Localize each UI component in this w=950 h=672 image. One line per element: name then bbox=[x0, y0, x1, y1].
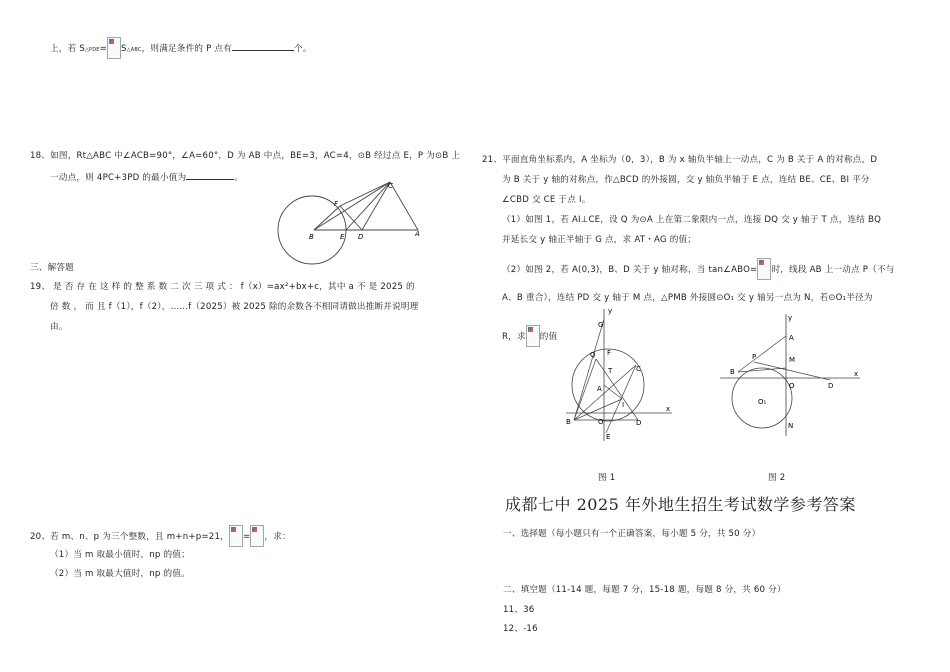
answer-key-title: 成都七中 2025 年外地生招生考试数学参考答案 bbox=[505, 495, 856, 514]
q17-subscript-pde: △PDE bbox=[84, 47, 100, 53]
fraction-image-icon bbox=[229, 525, 243, 547]
q19-line1: 19、 是 否 存 在 这 样 的 整 系 数 二 次 三 项 式 ： f（x）=ax²+bx+c，其中 a 不 是 2025 的 bbox=[30, 282, 415, 292]
q21-part2-line1 bbox=[502, 258, 895, 280]
fig1-label-t: T bbox=[608, 367, 613, 375]
fig18-label-e: E bbox=[340, 233, 345, 241]
q20-line1 bbox=[30, 525, 291, 547]
fig1-label-e: E bbox=[606, 433, 611, 441]
answer-section-2: 二、填空题（11-14 题，每题 7 分，15-18 题，每题 8 分，共 60 分） bbox=[503, 585, 786, 595]
fraction-image-icon bbox=[526, 325, 540, 347]
q21-part1-line1: （1）如图 1，若 AI⊥CE，设 Q 为⊙A 上在第二象限内一点，连接 DQ 交 y 轴于 T 点，连结 BQ bbox=[502, 215, 882, 225]
fig2-label-d: D bbox=[828, 382, 834, 390]
fig1-label-a: A bbox=[597, 385, 602, 393]
fig2-label-p: P bbox=[752, 353, 757, 361]
fig1-label-d: D bbox=[636, 419, 642, 427]
fig1-label-c: C bbox=[636, 365, 641, 373]
q20-end: ，求： bbox=[264, 532, 291, 542]
q21-line1: 21、平面直角坐标系内，A 坐标为（0，3），B 为 x 轴负半轴上一动点，C 为 B 关于 A 的对称点，D bbox=[482, 155, 878, 165]
answer-12: 12、-16 bbox=[503, 624, 538, 634]
fig18-label-b: B bbox=[309, 233, 314, 241]
fraction-image-icon bbox=[107, 37, 121, 59]
fig2-label-m: M bbox=[789, 356, 796, 364]
q21-line2: 为 B 关于 y 轴的对称点，作△BCD 的外接圆，交 y 轴负半轴于 E 点，连结 BE、CE、BI 平分 bbox=[502, 175, 870, 185]
fig2-label-o1: O₁ bbox=[758, 398, 767, 406]
q20-text: 20、若 m、n、p 为三个整数，且 m+n+p=21， bbox=[30, 532, 229, 542]
q17-text-c: ，则满足条件的 P 点有 bbox=[141, 44, 232, 54]
fig18-label-a: A bbox=[415, 230, 420, 238]
q21-p2-l3-post: 的值 bbox=[539, 332, 558, 342]
q17-line bbox=[50, 37, 312, 59]
fig1-label-i: I bbox=[622, 401, 625, 409]
fig1-label-y: y bbox=[608, 307, 613, 315]
fig1-label-q: Q bbox=[590, 351, 596, 359]
fig1-label-b: B bbox=[566, 418, 571, 426]
figure-2-caption: 图 2 bbox=[768, 473, 786, 483]
section-3-heading: 三、解答题 bbox=[30, 263, 74, 273]
q21-p2-pre: （2）如图 2，若 A(0,3)，B、D 关于 y 轴对称，当 tan∠ABO= bbox=[502, 265, 758, 275]
q20-sub2: （2）当 m 取最大值时，np 的值。 bbox=[50, 569, 190, 579]
fig18-label-d: D bbox=[358, 233, 364, 241]
q18-line2 bbox=[50, 170, 243, 184]
q17-subscript-abc: △ABC bbox=[126, 47, 142, 53]
fraction-image-icon bbox=[250, 525, 264, 547]
q18-answer-blank bbox=[186, 170, 234, 180]
fig1-label-x: x bbox=[666, 405, 671, 413]
q19-line2: 倍 数 ， 而 且 f（1），f（2），......f（2025）被 2025 除的余数各不相同请做出推断并说明理 bbox=[50, 302, 419, 312]
q17-text-a: 上，若 S bbox=[50, 44, 85, 54]
q20-sub1: （1）当 m 取最小值时，np 的值； bbox=[50, 550, 190, 560]
q17-unit: 个。 bbox=[294, 44, 312, 54]
q21-line3: ∠CBD 交 CE 于点 I。 bbox=[502, 195, 591, 205]
q18-line1: 18、如图，Rt△ABC 中∠ACB=90°，∠A=60°，D 为 AB 中点，BE=3，AC=4，⊙B 经过点 E，P 为⊙B 上 bbox=[30, 151, 461, 161]
q21-part1-line2: 并延长交 y 轴正半轴于 G 点，求 AT・AG 的值； bbox=[502, 235, 697, 245]
figure-1-caption: 图 1 bbox=[598, 473, 616, 483]
q21-part2-line3 bbox=[502, 325, 557, 347]
fig2-label-n: N bbox=[788, 422, 794, 430]
q20-eq: = bbox=[242, 532, 251, 542]
q21-p2-post: 时，线段 AB 上一动点 P（不与 bbox=[771, 265, 895, 275]
q21-p2-l3-pre: R，求 bbox=[502, 332, 526, 342]
fig18-label-c: C bbox=[388, 182, 393, 190]
fig2-label-x: x bbox=[854, 370, 859, 378]
fig2-label-y: y bbox=[788, 314, 793, 322]
q18-figure bbox=[270, 176, 430, 266]
figure-1 bbox=[560, 305, 680, 445]
fig2-label-b: B bbox=[730, 368, 735, 376]
q17-text-b: S bbox=[121, 44, 127, 54]
q18-end: 。 bbox=[234, 173, 244, 183]
q17-answer-blank bbox=[232, 41, 294, 51]
fig18-label-f: F bbox=[334, 200, 339, 208]
figure-2 bbox=[710, 310, 870, 440]
fig1-label-f: F bbox=[607, 349, 612, 357]
q17-eq: = bbox=[99, 44, 108, 54]
q21-part2-line2: A、B 重合），连结 PD 交 y 轴于 M 点，△PMB 外接圆⊙O₁ 交 y 轴另一点为 N，若⊙O₁半径为 bbox=[502, 293, 873, 303]
fig2-label-a: A bbox=[789, 334, 794, 342]
fig1-label-g: G bbox=[598, 321, 604, 329]
q18-text: 一动点，则 4PC+3PD 的最小值为 bbox=[50, 173, 187, 183]
answer-11: 11、36 bbox=[503, 605, 535, 615]
q19-line3: 由。 bbox=[50, 322, 68, 332]
fraction-image-icon bbox=[757, 258, 771, 280]
answer-section-1: 一、选择题（每小题只有一个正确答案，每小题 5 分，共 50 分） bbox=[503, 529, 761, 539]
fig2-label-o: O bbox=[789, 382, 795, 390]
fig1-label-o: O bbox=[598, 418, 604, 426]
